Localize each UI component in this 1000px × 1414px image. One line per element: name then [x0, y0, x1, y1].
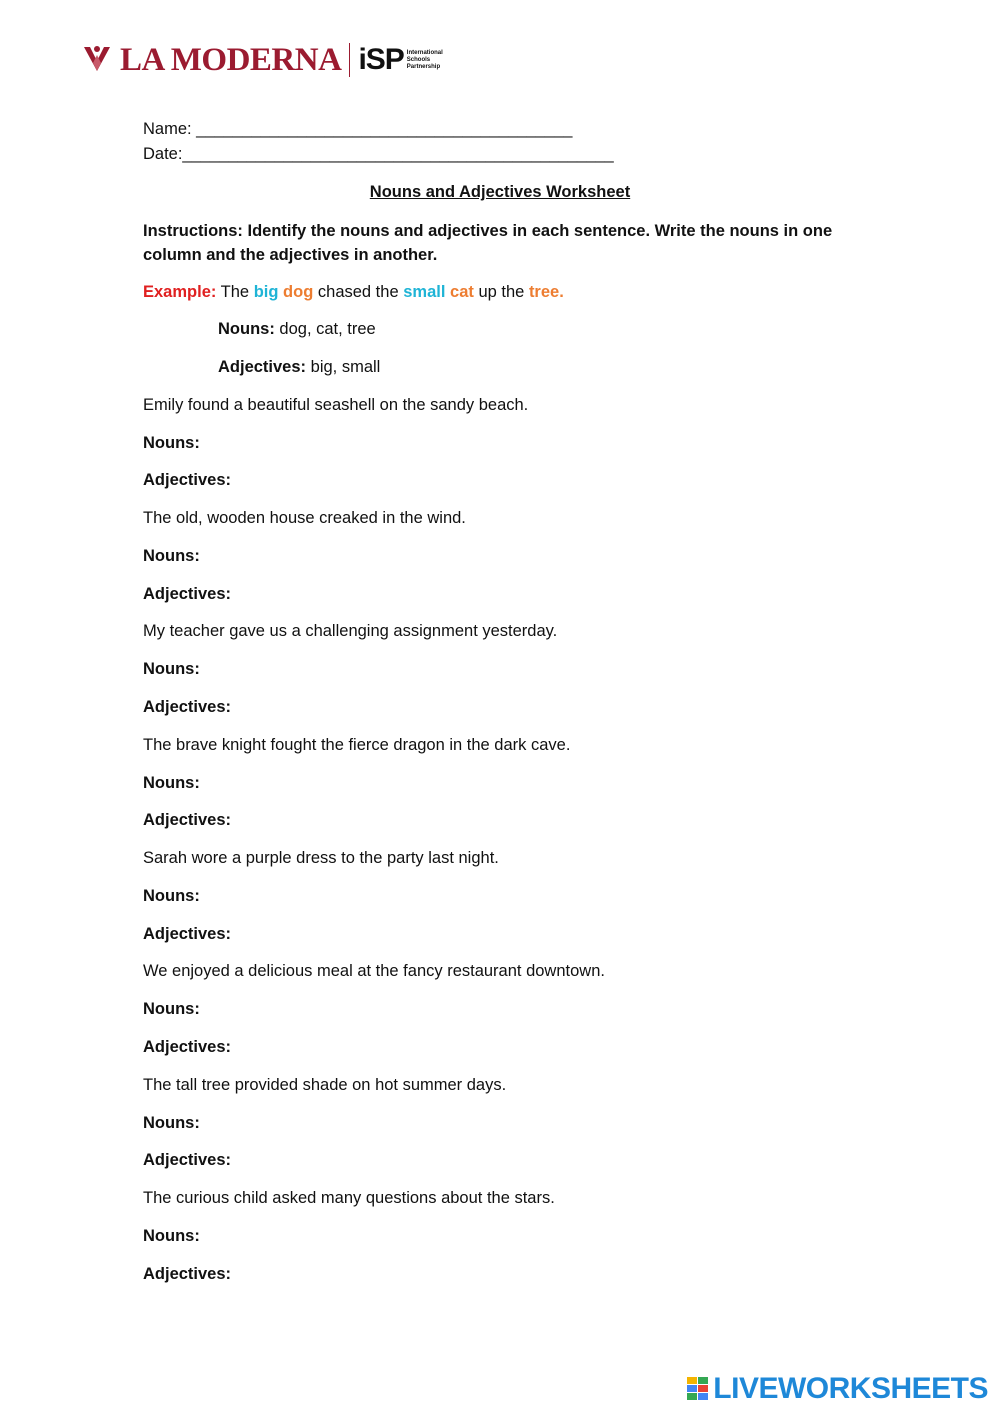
- example-adjectives-label: Adjectives:: [218, 358, 307, 376]
- adjectives-answer[interactable]: Adjectives:: [143, 1265, 232, 1283]
- nouns-answer[interactable]: Nouns:: [143, 547, 200, 565]
- nouns-answer[interactable]: Nouns:: [143, 1114, 200, 1132]
- partner-subtitle: International Schools Partnership: [406, 49, 443, 70]
- footer-brand: LIVEWORKSHEETS: [713, 1372, 988, 1405]
- example-nouns-value: dog, cat, tree: [279, 320, 376, 338]
- example-adjective: big: [253, 283, 279, 301]
- nouns-answer[interactable]: Nouns:: [143, 1000, 200, 1018]
- adjectives-answer[interactable]: Adjectives:: [143, 698, 232, 716]
- example-adjectives-value: big, small: [310, 358, 381, 376]
- header-logos: [80, 38, 453, 82]
- name-field[interactable]: Name: _________________________________________: [143, 120, 573, 138]
- nouns-answer[interactable]: Nouns:: [143, 1227, 200, 1245]
- sentence: We enjoyed a delicious meal at the fancy restaurant downtown.: [143, 962, 605, 980]
- example-label: Example:: [143, 283, 217, 301]
- la-moderna-logo-icon: [80, 41, 114, 79]
- instructions: Instructions: Identify the nouns and adjectives in each sentence. Write the nouns in one column and the adjectives in another.: [143, 222, 833, 264]
- example-noun: tree.: [528, 283, 564, 301]
- adjectives-answer[interactable]: Adjectives:: [143, 925, 232, 943]
- example-noun: cat: [450, 283, 474, 301]
- example-noun: dog: [283, 283, 314, 301]
- example-word: up the: [478, 283, 525, 301]
- example-word: chased the: [317, 283, 399, 301]
- example-adjective: small: [403, 283, 446, 301]
- logo-divider: [349, 43, 350, 77]
- nouns-answer[interactable]: Nouns:: [143, 887, 200, 905]
- example-adjectives: [218, 358, 380, 377]
- liveworksheets-logo-icon: [687, 1377, 709, 1401]
- footer-logo: [687, 1374, 988, 1404]
- nouns-answer[interactable]: Nouns:: [143, 774, 200, 792]
- adjectives-answer[interactable]: Adjectives:: [143, 811, 232, 829]
- sentence: The brave knight fought the fierce dragon in the dark cave.: [143, 736, 571, 754]
- adjectives-answer[interactable]: Adjectives:: [143, 1038, 232, 1056]
- sentence: The curious child asked many questions about the stars.: [143, 1189, 555, 1207]
- example-word: The: [220, 283, 250, 301]
- adjectives-answer[interactable]: Adjectives:: [143, 471, 232, 489]
- sentence: The tall tree provided shade on hot summer days.: [143, 1076, 507, 1094]
- adjectives-answer[interactable]: Adjectives:: [143, 585, 232, 603]
- nouns-answer[interactable]: Nouns:: [143, 434, 200, 452]
- adjectives-answer[interactable]: Adjectives:: [143, 1151, 232, 1169]
- brand-name: LA MODERNA: [120, 41, 342, 78]
- nouns-answer[interactable]: Nouns:: [143, 660, 200, 678]
- example-nouns: [218, 320, 376, 339]
- sentence: Sarah wore a purple dress to the party last night.: [143, 849, 499, 867]
- date-field[interactable]: Date:_______________________________________________: [143, 145, 614, 163]
- partner-logo: iSP: [358, 43, 404, 76]
- sentence: My teacher gave us a challenging assignment yesterday.: [143, 622, 558, 640]
- example-sentence: [143, 283, 564, 302]
- sentence: Emily found a beautiful seashell on the sandy beach.: [143, 396, 529, 414]
- worksheet-title: Nouns and Adjectives Worksheet: [369, 183, 631, 201]
- sentence: The old, wooden house creaked in the wind.: [143, 509, 466, 527]
- example-nouns-label: Nouns:: [218, 320, 275, 338]
